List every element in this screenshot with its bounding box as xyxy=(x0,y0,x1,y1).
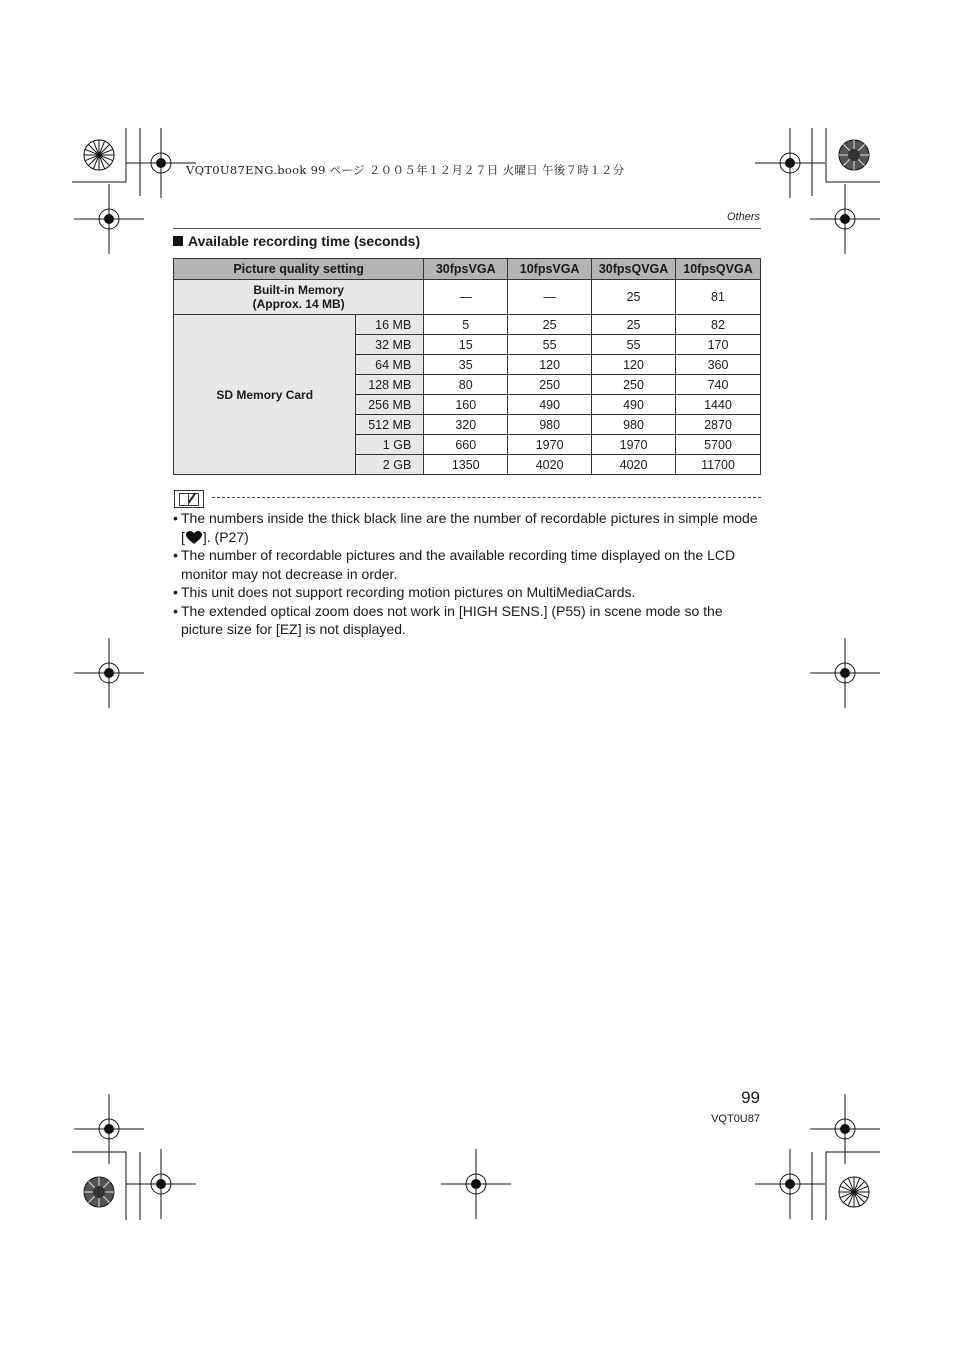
notes-list xyxy=(173,509,763,639)
note-text: The extended optical zoom does not work in [HIGH SENS.] (P55) in scene mode so the picture size for [EZ] is not displayed. xyxy=(181,602,723,637)
notes-divider xyxy=(212,497,761,498)
builtin-memory-label xyxy=(174,280,424,315)
builtin-label-line1: Built-in Memory xyxy=(253,283,344,297)
table-cell: 4020 xyxy=(508,455,592,475)
header-cell: 30fpsVGA xyxy=(424,259,508,280)
table-cell: 55 xyxy=(592,335,676,355)
table-cell: 35 xyxy=(424,355,508,375)
capacity-cell: 2 GB xyxy=(356,455,424,475)
table-cell: 5 xyxy=(424,315,508,335)
registration-wheel-icon xyxy=(839,140,869,170)
table-cell: 1970 xyxy=(592,435,676,455)
note-text: The number of recordable pictures and the available recording time displayed on the LCD monitor may not decrease in order. xyxy=(181,547,736,582)
note-text-part: ]. (P27) xyxy=(202,528,249,545)
printer-info-line: VQT0U87ENG.book 99 ページ ２００５年１２月２７日 火曜日 午後７時１２分 xyxy=(186,163,625,177)
header-cell: 10fpsQVGA xyxy=(676,259,761,280)
capacity-cell: 32 MB xyxy=(356,335,424,355)
recording-time-table xyxy=(173,258,761,475)
heading-text: Available recording time (seconds) xyxy=(188,233,421,249)
table-cell: 4020 xyxy=(592,455,676,475)
capacity-cell: 1 GB xyxy=(356,435,424,455)
table-row xyxy=(174,315,761,335)
table-cell: 660 xyxy=(424,435,508,455)
section-heading xyxy=(173,233,420,249)
bullet: • xyxy=(173,584,178,600)
table-cell: 120 xyxy=(508,355,592,375)
bullet: • xyxy=(173,547,178,563)
table-cell: 1440 xyxy=(676,395,761,415)
list-item xyxy=(173,509,763,546)
square-bullet-icon xyxy=(173,236,183,246)
table-cell: 170 xyxy=(676,335,761,355)
registration-wheel-icon xyxy=(84,1177,114,1207)
heart-icon xyxy=(186,531,202,545)
table-cell: 490 xyxy=(592,395,676,415)
capacity-cell: 16 MB xyxy=(356,315,424,335)
table-cell: 740 xyxy=(676,375,761,395)
table-cell: 980 xyxy=(508,415,592,435)
capacity-cell: 128 MB xyxy=(356,375,424,395)
table-cell: 80 xyxy=(424,375,508,395)
table-cell: 82 xyxy=(676,315,761,335)
page-number: 99 xyxy=(741,1088,760,1107)
table-cell: 25 xyxy=(592,280,676,315)
table-cell: 250 xyxy=(592,375,676,395)
capacity-cell: 256 MB xyxy=(356,395,424,415)
registration-wheel-icon xyxy=(839,1177,869,1207)
table-row xyxy=(174,280,761,315)
builtin-label-line2: (Approx. 14 MB) xyxy=(252,297,345,311)
table-cell: 11700 xyxy=(676,455,761,475)
table-cell: 15 xyxy=(424,335,508,355)
table-cell: 160 xyxy=(424,395,508,415)
note-text-part: The numbers inside the thick black line are the number of recordable pictures in simple mode [ xyxy=(181,510,758,545)
table-cell: 1970 xyxy=(508,435,592,455)
registration-wheel-icon xyxy=(84,140,114,170)
note-text xyxy=(181,509,763,546)
table-cell: — xyxy=(424,280,508,315)
header-cell: 10fpsVGA xyxy=(508,259,592,280)
list-item xyxy=(173,546,763,583)
table-cell: 980 xyxy=(592,415,676,435)
list-item xyxy=(173,583,763,602)
table-cell: 1350 xyxy=(424,455,508,475)
sd-memory-card-label: SD Memory Card xyxy=(174,315,356,475)
table-cell: 81 xyxy=(676,280,761,315)
table-cell: 320 xyxy=(424,415,508,435)
header-rule xyxy=(173,228,761,229)
table-cell: 120 xyxy=(592,355,676,375)
table-cell: 490 xyxy=(508,395,592,415)
table-cell: 250 xyxy=(508,375,592,395)
table-cell: 360 xyxy=(676,355,761,375)
bullet: • xyxy=(173,510,178,526)
page-code: VQT0U87 xyxy=(711,1113,760,1125)
table-cell: 25 xyxy=(508,315,592,335)
table-cell: 55 xyxy=(508,335,592,355)
table-cell: 25 xyxy=(592,315,676,335)
list-item xyxy=(173,602,763,639)
section-label: Others xyxy=(726,211,760,223)
table-header-row xyxy=(174,259,761,280)
memo-note-icon xyxy=(174,490,204,508)
table-cell: 5700 xyxy=(676,435,761,455)
bullet: • xyxy=(173,602,178,619)
capacity-cell: 512 MB xyxy=(356,415,424,435)
capacity-cell: 64 MB xyxy=(356,355,424,375)
note-text: This unit does not support recording motion pictures on MultiMediaCards. xyxy=(181,584,636,600)
header-cell: 30fpsQVGA xyxy=(592,259,676,280)
table-cell: 2870 xyxy=(676,415,761,435)
header-cell: Picture quality setting xyxy=(174,259,424,280)
table-cell: — xyxy=(508,280,592,315)
